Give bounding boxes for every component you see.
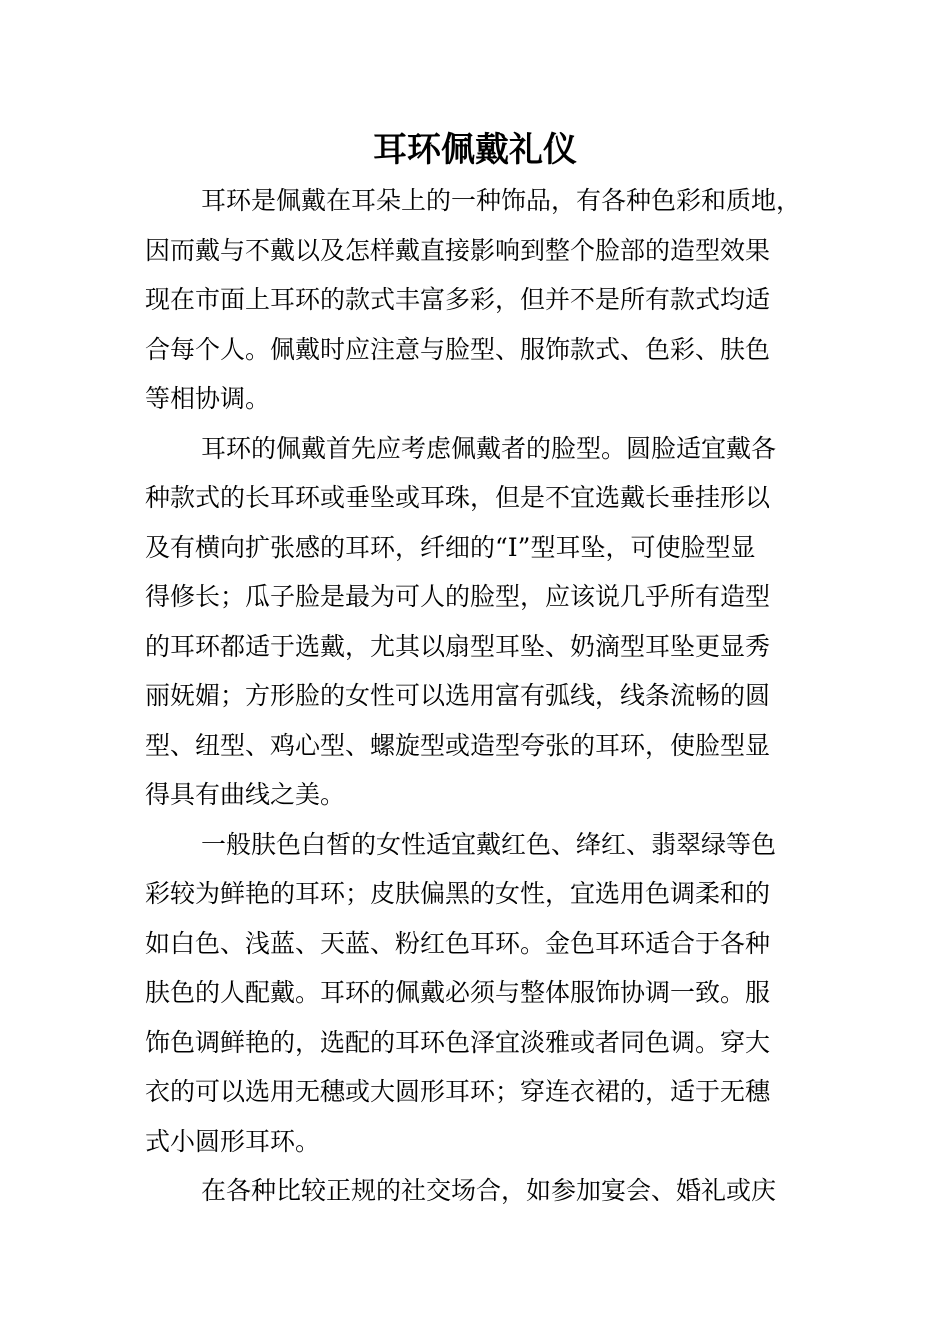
text-line: 得具有曲线之美。 xyxy=(145,780,346,809)
text-line: 衣的可以选用无穗或大圆形耳环；穿连衣裙的，适于无穗 xyxy=(145,1077,771,1106)
text-line: 肤色的人配戴。耳环的佩戴必须与整体服饰协调一致。服 xyxy=(145,978,771,1007)
text-line: 因而戴与不戴以及怎样戴直接影响到整个脸部的造型效果 xyxy=(145,235,771,265)
text-line: 现在市面上耳环的款式丰富多彩，但并不是所有款式均适 xyxy=(145,285,771,314)
text-line: 等相协调。 xyxy=(145,384,271,413)
text-line: 耳环的佩戴首先应考虑佩戴者的脸型。圆脸适宜戴各 xyxy=(201,433,777,463)
text-line: 如白色、浅蓝、天蓝、粉红色耳环。金色耳环适合于各种 xyxy=(145,928,771,958)
text-line: 饰色调鲜艳的，选配的耳环色泽宜淡雅或者同色调。穿大 xyxy=(145,1027,771,1057)
text-line: 一般肤色白皙的女性适宜戴红色、绛红、翡翠绿等色 xyxy=(201,829,777,859)
text-line: 种款式的长耳环或垂坠或耳珠，但是不宜选戴长垂挂形以 xyxy=(145,483,771,512)
body-text xyxy=(145,176,815,1216)
text-line: 及有横向扩张感的耳环，纤细的“I”型耳坠，可使脸型显 xyxy=(145,532,756,562)
text-line: 耳环是佩戴在耳朵上的一种饰品，有各种色彩和质地， xyxy=(201,186,802,215)
page-title: 耳环佩戴礼仪 xyxy=(373,130,577,170)
text-line: 合每个人。佩戴时应注意与脸型、服饰款式、色彩、肤色 xyxy=(145,334,771,364)
text-line: 彩较为鲜艳的耳环；皮肤偏黑的女性，宜选用色调柔和的 xyxy=(145,879,771,908)
text-line: 式小圆形耳环。 xyxy=(145,1126,321,1156)
text-line: 在各种比较正规的社交场合，如参加宴会、婚礼或庆 xyxy=(201,1176,777,1205)
text-line: 得修长；瓜子脸是最为可人的脸型，应该说几乎所有造型 xyxy=(145,582,771,611)
text-line: 丽妩媚；方形脸的女性可以选用富有弧线，线条流畅的圆 xyxy=(145,681,771,710)
text-line: 型、纽型、鸡心型、螺旋型或造型夸张的耳环，使脸型显 xyxy=(145,730,771,760)
text-line: 的耳环都适于选戴，尤其以扇型耳坠、奶滴型耳坠更显秀 xyxy=(145,631,771,661)
